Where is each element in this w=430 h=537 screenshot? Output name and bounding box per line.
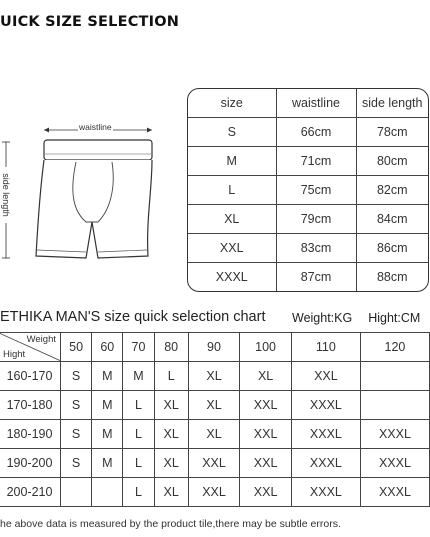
size-cell bbox=[360, 391, 429, 420]
table-row bbox=[188, 146, 428, 175]
size-cell: XL bbox=[188, 391, 240, 420]
size-cell: L bbox=[154, 362, 188, 391]
size-cell: XL bbox=[188, 420, 240, 449]
weight-unit: Weight:KG bbox=[292, 311, 353, 325]
corner-weight-label: Weight bbox=[26, 334, 56, 345]
size-cell bbox=[92, 478, 123, 507]
size-cell: M bbox=[92, 391, 123, 420]
corner-height-label: Hight bbox=[3, 349, 26, 360]
height-range: 190-200 bbox=[0, 449, 61, 478]
size-cell bbox=[61, 478, 92, 507]
size-cell: S bbox=[61, 362, 92, 391]
corner-cell bbox=[0, 333, 61, 362]
table-row bbox=[0, 449, 430, 478]
size-cell: XXXL bbox=[291, 478, 360, 507]
size-cell: XXL bbox=[291, 362, 360, 391]
size-cell: L bbox=[188, 175, 276, 204]
side-length-cell: 88cm bbox=[376, 270, 408, 285]
table-row bbox=[188, 263, 428, 291]
waistline-cell: 71cm bbox=[276, 146, 356, 175]
size-cell: M bbox=[92, 362, 123, 391]
table-row bbox=[0, 420, 430, 449]
weight-header: 100 bbox=[240, 333, 292, 362]
weight-header: 50 bbox=[61, 333, 92, 362]
side-length-cell: 82cm bbox=[356, 175, 428, 204]
size-cell: L bbox=[123, 478, 154, 507]
height-range: 200-210 bbox=[0, 478, 61, 507]
size-cell: M bbox=[188, 146, 276, 175]
table-row bbox=[188, 175, 428, 204]
unit-legend bbox=[292, 311, 420, 325]
height-range: 160-170 bbox=[0, 362, 61, 391]
header-waistline: waistline bbox=[276, 89, 356, 117]
size-cell: XL bbox=[188, 362, 240, 391]
size-cell: XXXL bbox=[188, 263, 276, 291]
size-cell: L bbox=[123, 420, 154, 449]
height-unit: Hight:CM bbox=[368, 311, 421, 325]
size-cell: XL bbox=[240, 362, 292, 391]
waistline-cell: 87cm bbox=[276, 263, 356, 291]
waistline-cell: 66cm bbox=[276, 117, 356, 146]
side-length-label: side length bbox=[1, 167, 11, 223]
size-cell: M bbox=[123, 362, 154, 391]
side-length-cell: 80cm bbox=[356, 146, 428, 175]
header-side-length: side length bbox=[356, 89, 428, 117]
weight-header: 120 bbox=[360, 333, 429, 362]
size-cell: XXL bbox=[188, 234, 276, 263]
waistline-cell: 75cm bbox=[276, 175, 356, 204]
height-range: 180-190 bbox=[0, 420, 61, 449]
size-cell: XXXL bbox=[360, 449, 429, 478]
size-cell: XXL bbox=[188, 449, 240, 478]
height-range: 170-180 bbox=[0, 391, 61, 420]
header-size: size bbox=[188, 89, 276, 117]
weight-header: 90 bbox=[188, 333, 240, 362]
size-cell: M bbox=[92, 420, 123, 449]
side-length-cell: 78cm bbox=[356, 117, 428, 146]
measurement-note: he above data is measured by the product tile,there may be subtle errors. bbox=[0, 518, 341, 530]
side-length-cell: 84cm bbox=[356, 205, 428, 234]
waistline-label: waistline bbox=[79, 122, 112, 132]
size-cell: XXL bbox=[240, 449, 292, 478]
size-cell: XXXL bbox=[291, 449, 360, 478]
size-cell: XL bbox=[188, 205, 276, 234]
shorts-outline bbox=[0, 110, 180, 270]
size-table-header bbox=[188, 89, 428, 117]
size-cell: XL bbox=[154, 420, 188, 449]
side-length-cell: 86cm bbox=[356, 234, 428, 263]
table-row bbox=[188, 234, 428, 263]
size-cell: S bbox=[61, 391, 92, 420]
chart-title: ETHIKA MAN'S size quick selection chart bbox=[0, 309, 266, 325]
size-cell: S bbox=[61, 449, 92, 478]
table-row bbox=[0, 478, 430, 507]
weight-header: 80 bbox=[154, 333, 188, 362]
size-cell: XXL bbox=[240, 478, 292, 507]
size-cell: XXXL bbox=[360, 478, 429, 507]
table-row bbox=[188, 205, 428, 234]
size-cell: XL bbox=[154, 449, 188, 478]
shorts-illustration bbox=[0, 110, 180, 270]
size-cell: XXXL bbox=[360, 420, 429, 449]
table-row bbox=[188, 117, 428, 146]
size-cell: XXL bbox=[240, 391, 292, 420]
size-cell: XXL bbox=[240, 420, 292, 449]
size-cell: XL bbox=[154, 478, 188, 507]
size-cell: XL bbox=[154, 391, 188, 420]
size-cell: XXXL bbox=[291, 391, 360, 420]
waistline-cell: 83cm bbox=[276, 234, 356, 263]
size-cell: L bbox=[123, 391, 154, 420]
weight-header: 60 bbox=[92, 333, 123, 362]
table-row bbox=[0, 362, 430, 391]
size-cell: XXL bbox=[188, 478, 240, 507]
weight-header: 110 bbox=[291, 333, 360, 362]
weight-header: 70 bbox=[123, 333, 154, 362]
page-heading: UICK SIZE SELECTION bbox=[0, 14, 180, 30]
size-cell: S bbox=[188, 117, 276, 146]
size-cell: L bbox=[123, 449, 154, 478]
waistline-cell: 79cm bbox=[276, 205, 356, 234]
size-cell bbox=[360, 362, 429, 391]
size-cell: XXXL bbox=[291, 420, 360, 449]
size-cell: M bbox=[92, 449, 123, 478]
size-cell: S bbox=[61, 420, 92, 449]
weight-header-row bbox=[0, 333, 430, 362]
table-row bbox=[0, 391, 430, 420]
size-table bbox=[187, 88, 429, 292]
weight-height-chart bbox=[0, 332, 430, 507]
